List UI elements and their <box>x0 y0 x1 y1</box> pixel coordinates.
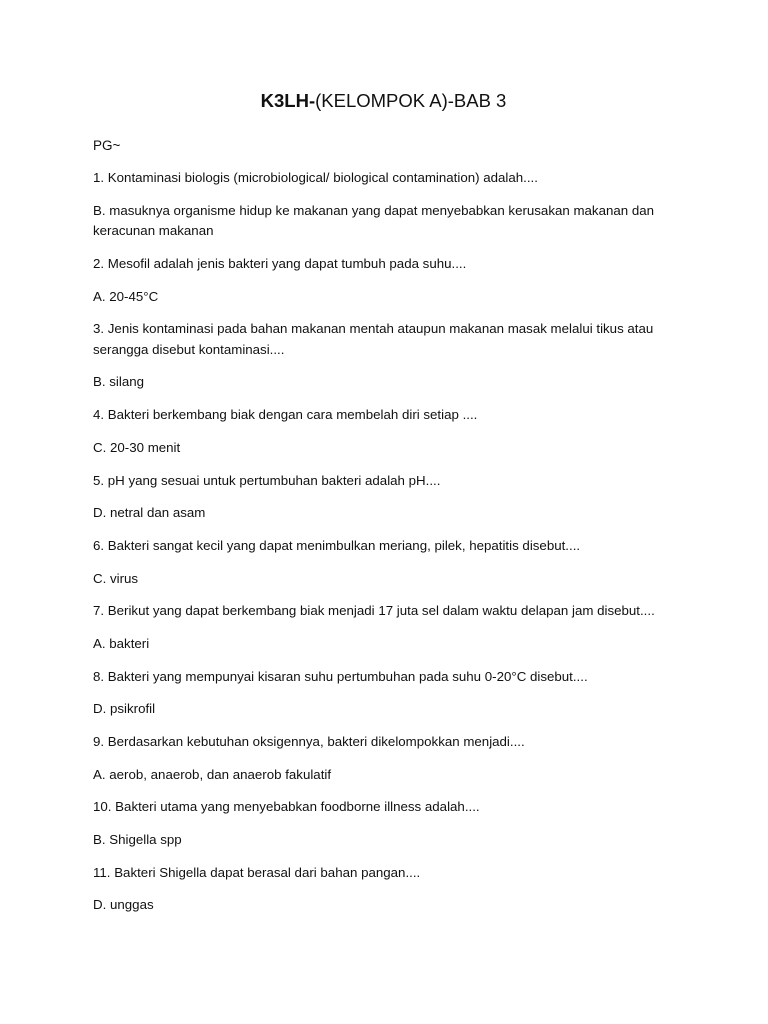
question-2: 2. Mesofil adalah jenis bakteri yang dapat tumbuh pada suhu.... <box>93 255 467 271</box>
answer-5: D. netral dan asam <box>93 505 206 521</box>
answer-6: C. virus <box>93 570 139 586</box>
question-5: 5. pH yang sesuai untuk pertumbuhan bakteri adalah pH.... <box>93 472 441 488</box>
title-bold-part: K3LH- <box>260 90 316 111</box>
answer-10: B. Shigella spp <box>93 832 182 848</box>
title-rest-part: (KELOMPOK A)-BAB 3 <box>315 90 507 111</box>
answer-8: D. psikrofil <box>93 701 156 717</box>
question-11: 11. Bakteri Shigella dapat berasal dari bahan pangan.... <box>93 864 421 880</box>
answer-9: A. aerob, anaerob, dan anaerob fakulatif <box>93 766 332 782</box>
section-label: PG~ <box>93 138 121 153</box>
answer-7: A. bakteri <box>93 635 150 651</box>
question-9: 9. Berdasarkan kebutuhan oksigennya, bakteri dikelompokkan menjadi.... <box>93 734 525 749</box>
answer-3: B. silang <box>93 374 144 390</box>
question-7: 7. Berikut yang dapat berkembang biak menjadi 17 juta sel dalam waktu delapan jam disebut.... <box>93 603 655 619</box>
question-4: 4. Bakteri berkembang biak dengan cara membelah diri setiap .... <box>93 407 478 423</box>
question-1: 1. Kontaminasi biologis (microbiological/ biological contamination) adalah.... <box>93 170 538 185</box>
question-6: 6. Bakteri sangat kecil yang dapat menimbulkan meriang, pilek, hepatitis disebut.... <box>93 537 581 553</box>
question-8: 8. Bakteri yang mempunyai kisaran suhu pertumbuhan pada suhu 0-20°C disebut.... <box>93 668 588 684</box>
question-3: 3. Jenis kontaminasi pada bahan makanan mentah ataupun makanan masak melalui tikus atau serangga disebut kontaminasi.... <box>93 321 654 357</box>
answer-1: B. masuknya organisme hidup ke makanan yang dapat menyebabkan kerusakan makanan dan keracunan makanan <box>93 202 655 239</box>
question-10: 10. Bakteri utama yang menyebabkan foodborne illness adalah.... <box>93 799 480 815</box>
answer-2: A. 20-45°C <box>93 288 159 304</box>
answer-11: D. unggas <box>93 897 154 913</box>
document-title <box>93 88 670 114</box>
answer-4: C. 20-30 menit <box>93 439 181 455</box>
